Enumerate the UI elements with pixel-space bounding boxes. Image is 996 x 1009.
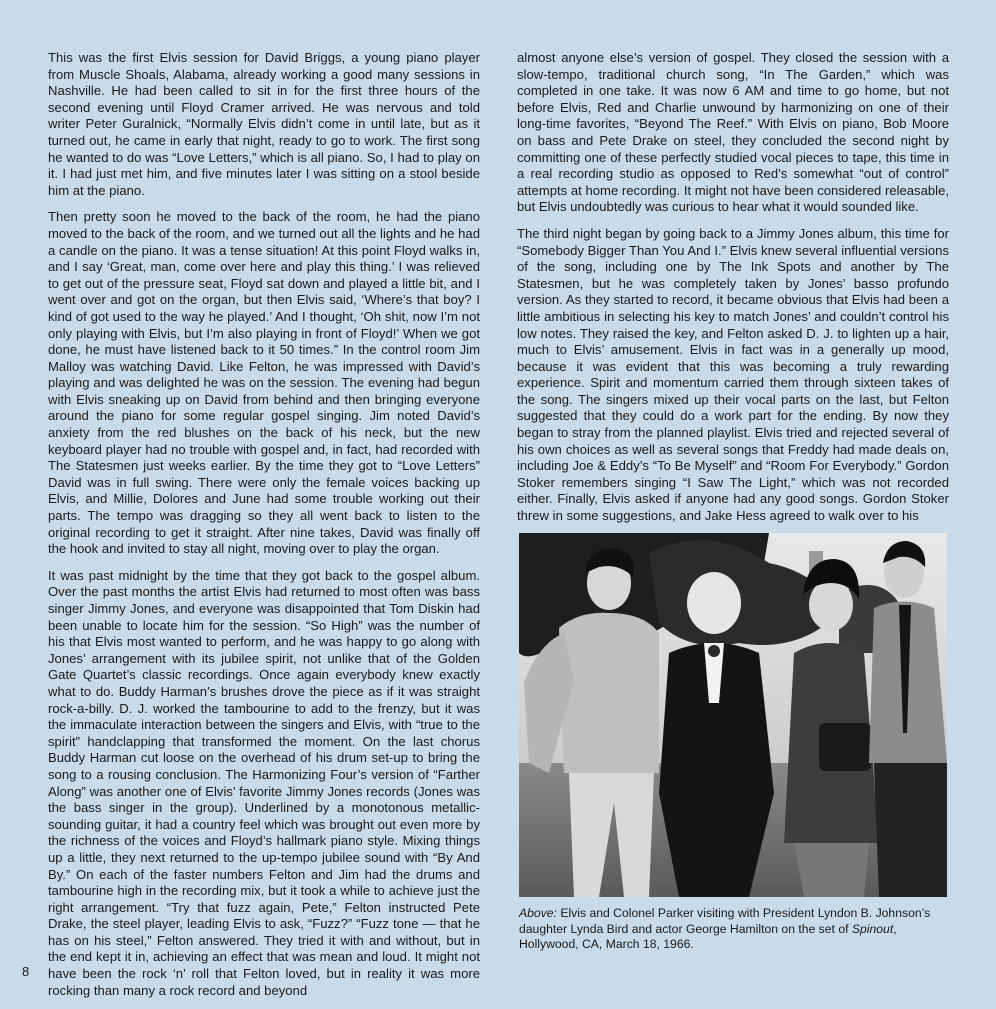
- left-text-column: [48, 50, 480, 1009]
- paragraph: almost anyone else’s version of gospel. They closed the session with a slow-tempo, traditional church song, “In The Garden,” which was completed in one take. It was now 6 AM and time to go home, but not before Elvis, Red and Charlie unwound by harmonizing on one of their long-time favorites, “Beyond The Reef.” With Elvis on piano, Bob Moore on bass and Pete Drake on steel, they concluded the second night by committing one of these perfectly studied vocal pieces to tape, this time in a real recording studio as opposed to Red’s somewhat “out of control” attempts at home recording. It might not have been considered releasable, but Elvis undoubtedly was curious to hear what it would sounded like.: [517, 50, 949, 215]
- caption-film-title: Spinout: [851, 921, 894, 936]
- photo-illustration: [519, 533, 947, 897]
- group-photo: [519, 533, 947, 897]
- caption-text-end: , Hollywood, CA, March 18, 1966.: [519, 921, 897, 951]
- caption-lead: Above:: [519, 906, 557, 920]
- paragraph: It was past midnight by the time that they got back to the gospel album. Over the past months the artist Elvis had returned to most often was bass singer Jimmy Jones, and everyone was disappointed that Tom Diskin had been unable to locate him for the session. “So High” was the number of his that Elvis most wanted to perform, and he was happy to go along with Jones’ arrangement with its jubilee spirit, not unlike that of the Golden Gate Quartet’s classic recordings. Once again everybody knew exactly what to do. Buddy Harman’s brushes drove the piece as if it was straight rock-a-billy. D. J. worked the tambourine to add to the frenzy, but it was the immaculate interaction between the singers and Elvis, with “true to the spirit” handclapping that transformed the moment. On the last chorus Buddy Harman cut loose on the overhead of his drum set-up to bring the song to a rousing conclusion. The Harmonizing Four’s version of “Farther Along” was another one of Elvis’ favorite Jimmy Jones records (Jones was the bass singer in the group). Underlined by a monotonous metallic-sounding guitar, it had a country feel which was brought out even more by the richness of the voices and Floyd’s hallmark piano style. Mixing things up a little, they next returned to the up-tempo jubilee sound with “By And By.” On each of the faster numbers Felton and Jim had the drums and tambourine high in the recording mix, but it took a while to achieve just the right arrangement. “Try that fuzz again, Pete,” Felton instructed Pete Drake, the steel player, leading Elvis to ask, “Fuzz?” “Fuzz tone — that he has on his steel,” Felton answered. They tried it with and without, but in the end kept it in, achieving an effect that was mean and loud. It might not have been the rock ‘n’ roll that Felton loved, but in reality it was more rocking than many a rock record and beyond: [48, 567, 480, 998]
- photo-caption: [519, 906, 949, 953]
- paragraph: This was the first Elvis session for David Briggs, a young piano player from Muscle Shoals, Alabama, already working a good many sessions in Nashville. He had been called to sit in for the first three hours of the second evening until Floyd Cramer arrived. He was nervous and told writer Peter Guralnick, “Normally Elvis didn’t come in until late, but as it turned out, he came in early that night, ready to go to work. The first song he wanted to do was “Love Letters,” which is all piano. So, I had to play on it. I had just met him, and five minutes later I was sitting on a stool beside him at the piano.: [48, 50, 480, 198]
- caption-text: Elvis and Colonel Parker visiting with President Lyndon B. Johnson’s daughter Lynda Bird and actor George Hamilton on the set of: [519, 906, 931, 936]
- paragraph: Then pretty soon he moved to the back of the room, he had the piano moved to the back of the room, and we turned out all the lights and he had a candle on the piano. It was a tense situation! At this point Floyd walks in, and I say ‘Great, man, come over here and play this thing.’ I was relieved to get out of the pressure seat, Floyd sat down and played a little bit, and I went over and got on the organ, but then Elvis said, ‘Where’s that boy? I kind of got used to the way he played.’ And I thought, ‘Oh shit, now I’m not only playing with Elvis, but I’m also playing in front of Floyd!’ When we got done, he must have listened back to it 50 times.” In the control room Jim Malloy was watching David. Like Felton, he was impressed with David’s playing and was delighted he was on the session. The evening had begun with Elvis sneaking up on David from behind and then bringing everyone around the piano for some regular gospel singing. Jim noted David’s anxiety from the red blushes on the back of his neck, but the new keyboard player had no trouble with gospel and, in fact, had recorded with The Statesmen just weeks earlier. By the time they got to “Love Letters” David was in full swing. There were only the female voices backing up Elvis, and Millie, Dolores and June had some trouble working out their parts. The tempo was dragging so they all went back to listen to the original recording to get it straight. After nine takes, David was finally off the hook and invited to stay all night, moving over to play the organ.: [48, 209, 480, 557]
- page-number: 8: [22, 964, 30, 979]
- paragraph: The third night began by going back to a Jimmy Jones album, this time for “Somebody Bigger Than You And I.” Elvis knew several influential versions of the song, including one by The Ink Spots and another by The Statesmen, but he was completely taken by Jones’ basso profundo version. As they started to record, it became obvious that Elvis had been a little ambitious in selecting his key to match Jones’ and couldn’t control his low notes. They raised the key, and Felton asked D. J. to lighten up a hair, much to Elvis’ amusement. Elvis in fact was in a generally up mood, because it was evident that this was becoming a truly rewarding experience. Spirit and momentum carried them through sixteen takes of the song. The singers mixed up their vocal parts on the last, but Felton suggested that they could do a work part for the ending. By now they began to stray from the planned playlist. Elvis tried and rejected several of his own choices as well as several songs that Freddy had made deals on, including Joe & Eddy’s “To Be Myself” and “Room For Everybody.” Gordon Stoker remembers singing “I Saw The Light,” which was not recorded either. Finally, Elvis asked if anyone had any good songs. Gordon Stoker threw in some suggestions, and Jake Hess agreed to walk over to his: [517, 225, 949, 524]
- right-text-column: [517, 50, 949, 535]
